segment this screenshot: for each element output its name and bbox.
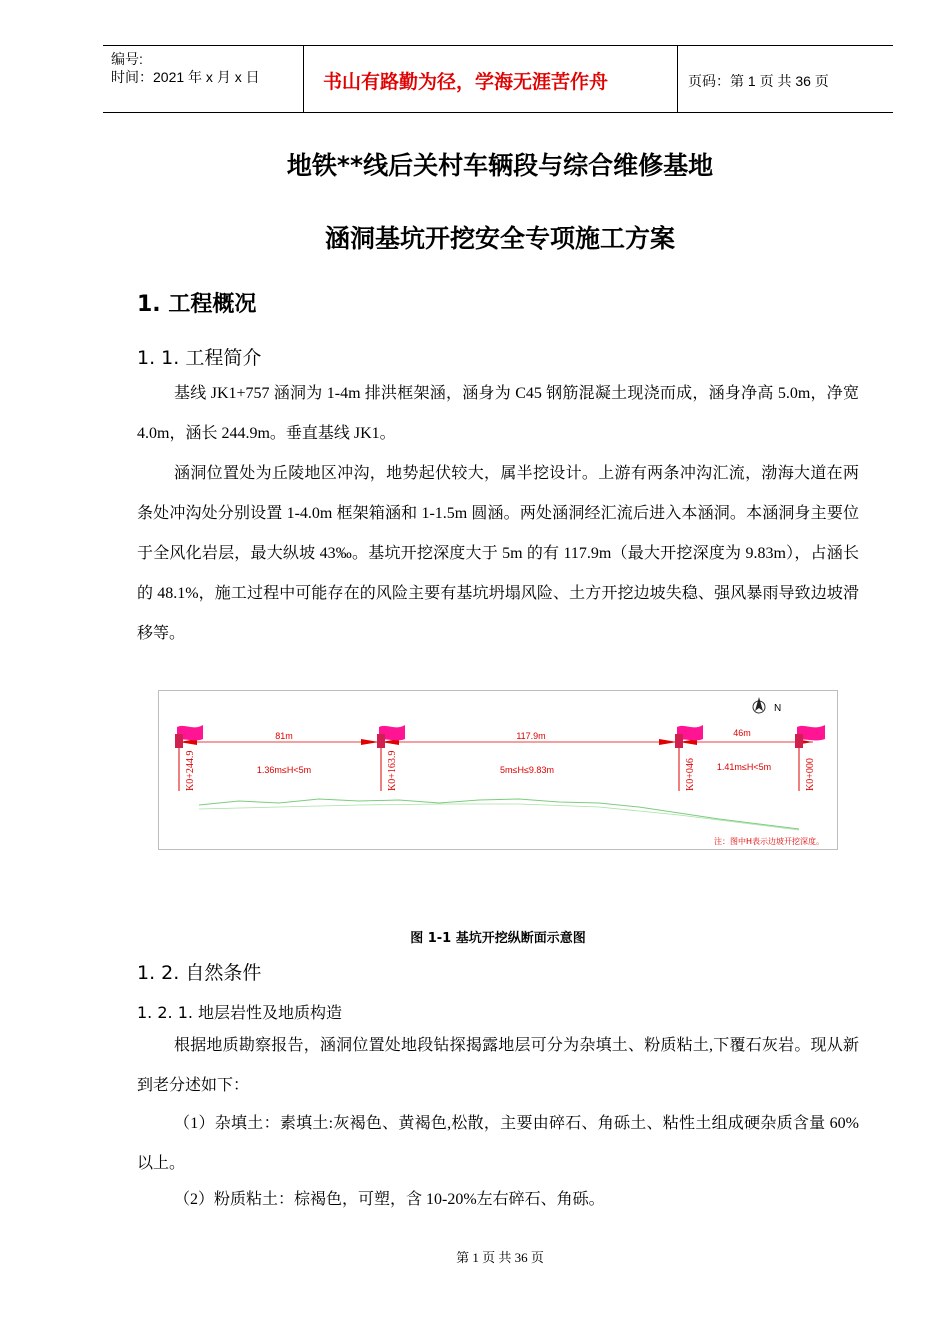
figure-note: 注：图中H表示边坡开挖深度。 [713, 837, 824, 846]
station-label: K0+046 [685, 758, 696, 791]
paragraph: 基线 JK1+757 涵洞为 1-4m 排洪框架涵，涵身为 C45 钢筋混凝土现浇而成，涵身净高 5.0m，净宽 4.0m，涵长 244.9m。垂直基线 JK1。 [137, 385, 859, 442]
doc-title-line1: 地铁**线后关村车辆段与综合维修基地 [286, 151, 714, 180]
subsection-heading: 1. 2. 自然条件 [137, 962, 262, 984]
north-label: N [774, 703, 782, 714]
station-label: K0+244.9 [185, 750, 196, 791]
figure-caption: 图 1-1 基坑开挖纵断面示意图 [410, 931, 586, 946]
header-bottom-rule [103, 112, 893, 113]
subsubsection-heading: 1. 2. 1. 地层岩性及地质构造 [137, 1003, 343, 1022]
segment-length: 117.9m [516, 731, 546, 741]
page-footer: 第 1 页 共 36 页 [456, 1250, 544, 1265]
segment-length: 46m [733, 728, 751, 738]
segment-depth: 5m≤H≤9.83m [500, 765, 554, 775]
header-motto: 书山有路勤为径，学海无涯苦作舟 [323, 71, 609, 93]
doc-title-line2: 涵洞基坑开挖安全专项施工方案 [324, 224, 675, 253]
profile-figure [158, 690, 838, 850]
page-info: 页码：第 1 页 共 36 页 [688, 73, 829, 89]
doc-number-label: 编号: [111, 51, 143, 67]
station-label: K0+000 [805, 758, 816, 791]
header-divider [303, 45, 304, 112]
subsection-heading: 1. 1. 工程简介 [137, 347, 262, 369]
doc-time-label: 时间：2021 年 x 月 x 日 [111, 69, 260, 85]
dim-arrow [659, 739, 677, 745]
segment-depth: 1.36m≤H<5m [256, 765, 312, 775]
paragraph: （2）粉质粘土：棕褐色，可塑，含 10-20%左右碎石、角砾。 [174, 1191, 605, 1208]
header-top-rule [103, 45, 893, 46]
ground-profile-line [199, 799, 799, 829]
segment-length: 81m [275, 731, 293, 741]
paragraph: 根据地质勘察报告，涵洞位置处地段钻探揭露地层可分为杂填土、粉质粘土,下覆石灰岩。现从新到老分述如下： [137, 1037, 859, 1094]
paragraph: 涵洞位置处为丘陵地区冲沟，地势起伏较大，属半挖设计。上游有两条冲沟汇流，渤海大道在两条处冲沟处分别设置 1-4.0m 框架箱涵和 1-1.5m 圆涵。两处涵洞经汇流后进入本涵洞。本涵洞身主要位于全风化岩层，最大纵坡 43‰。基坑开挖深度大于 5m 的有 117.9m（最大开挖深度为 9.83m），占涵长的 48.1%，施工过程中可能存在的风险主要有基坑坍塌风险、土方开挖边坡失稳、强风暴雨导致边坡滑移等。 [137, 465, 859, 642]
paragraph: （1）杂填土：素填土:灰褐色、黄褐色,松散，主要由碎石、角砾土、粘性土组成硬杂质含量 60%以上。 [137, 1115, 859, 1172]
dim-arrow [361, 739, 379, 745]
header-divider [677, 45, 678, 112]
station-label: K0+163.9 [387, 750, 398, 791]
section-heading: 1. 工程概况 [137, 292, 257, 317]
segment-depth: 1.41m≤H<5m [716, 762, 772, 772]
north-arrow-icon [753, 697, 765, 713]
